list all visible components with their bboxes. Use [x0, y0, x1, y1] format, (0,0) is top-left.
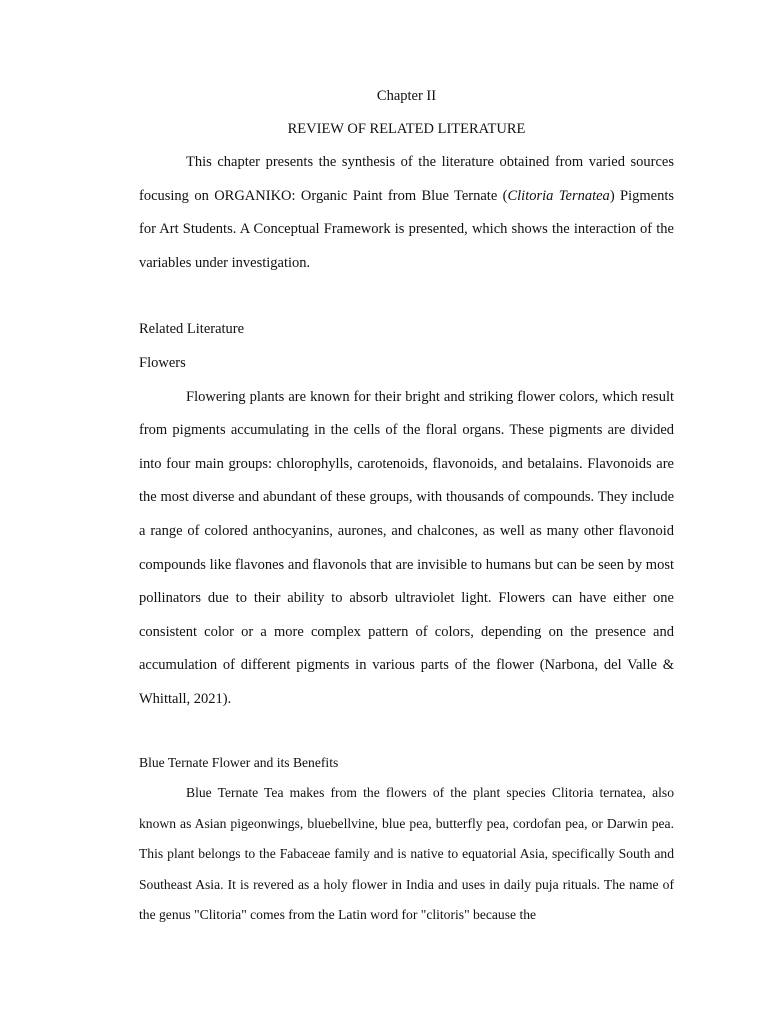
- chapter-label: Chapter II: [376, 88, 437, 104]
- blue-ternate-heading: Blue Ternate Flower and its Benefits: [139, 754, 339, 770]
- related-literature-heading: Related Literature: [139, 321, 245, 338]
- spacer: [139, 717, 674, 748]
- intro-text-end: ) Pigments for Art Students. A Conceptual Framework is presented, which shows the interaction of the variables under investigation.: [139, 187, 674, 271]
- document-page: [139, 80, 674, 931]
- flowers-paragraph: Flowering plants are known for their bright and striking flower colors, which result from pigments accumulating in the cells of the floral organs. These pigments are divided into four main groups: chlorophylls, carotenoids, flavonoids, and betalains. Flavonoids are the most diverse and abundant of these groups, with thousands of compounds. They include a range of colored anthocyanins, aurones, and chalcones, as well as many other flavonoid compounds like flavones and flavonols that are invisible to humans but can be seen by most pollinators due to their ability to absorb ultraviolet light. Flowers can have either one consistent color or a more complex pattern of colors, depending on the presence and accumulation of different pigments in various parts of the flower (Narbona, del Valle & Whittall, 2021).: [139, 388, 674, 707]
- blue-ternate-paragraph: Blue Ternate Tea makes from the flowers of the plant species Clitoria ternatea, also known as Asian pigeonwings, bluebellvine, blue pea, butterfly pea, cordofan pea, or Darwin pea. This plant belongs to the Fabaceae family and is native to equatorial Asia, specifically South and Southeast Asia. It is revered as a holy flower in India and uses in daily puja rituals. The name of the genus "Clitoria" comes from the Latin word for "clitoris" because the: [139, 785, 674, 922]
- intro-species-name: Clitoria Ternatea: [507, 187, 610, 204]
- intro-paragraph: [139, 146, 674, 280]
- chapter-title: REVIEW OF RELATED LITERATURE: [287, 121, 526, 137]
- flowers-heading: Flowers: [139, 354, 186, 371]
- intro-text-start: This chapter presents the synthesis of the literature obtained from varied sources focusing on ORGANIKO: Organic Paint from Blue Ternate (: [139, 154, 674, 204]
- spacer: [139, 280, 674, 313]
